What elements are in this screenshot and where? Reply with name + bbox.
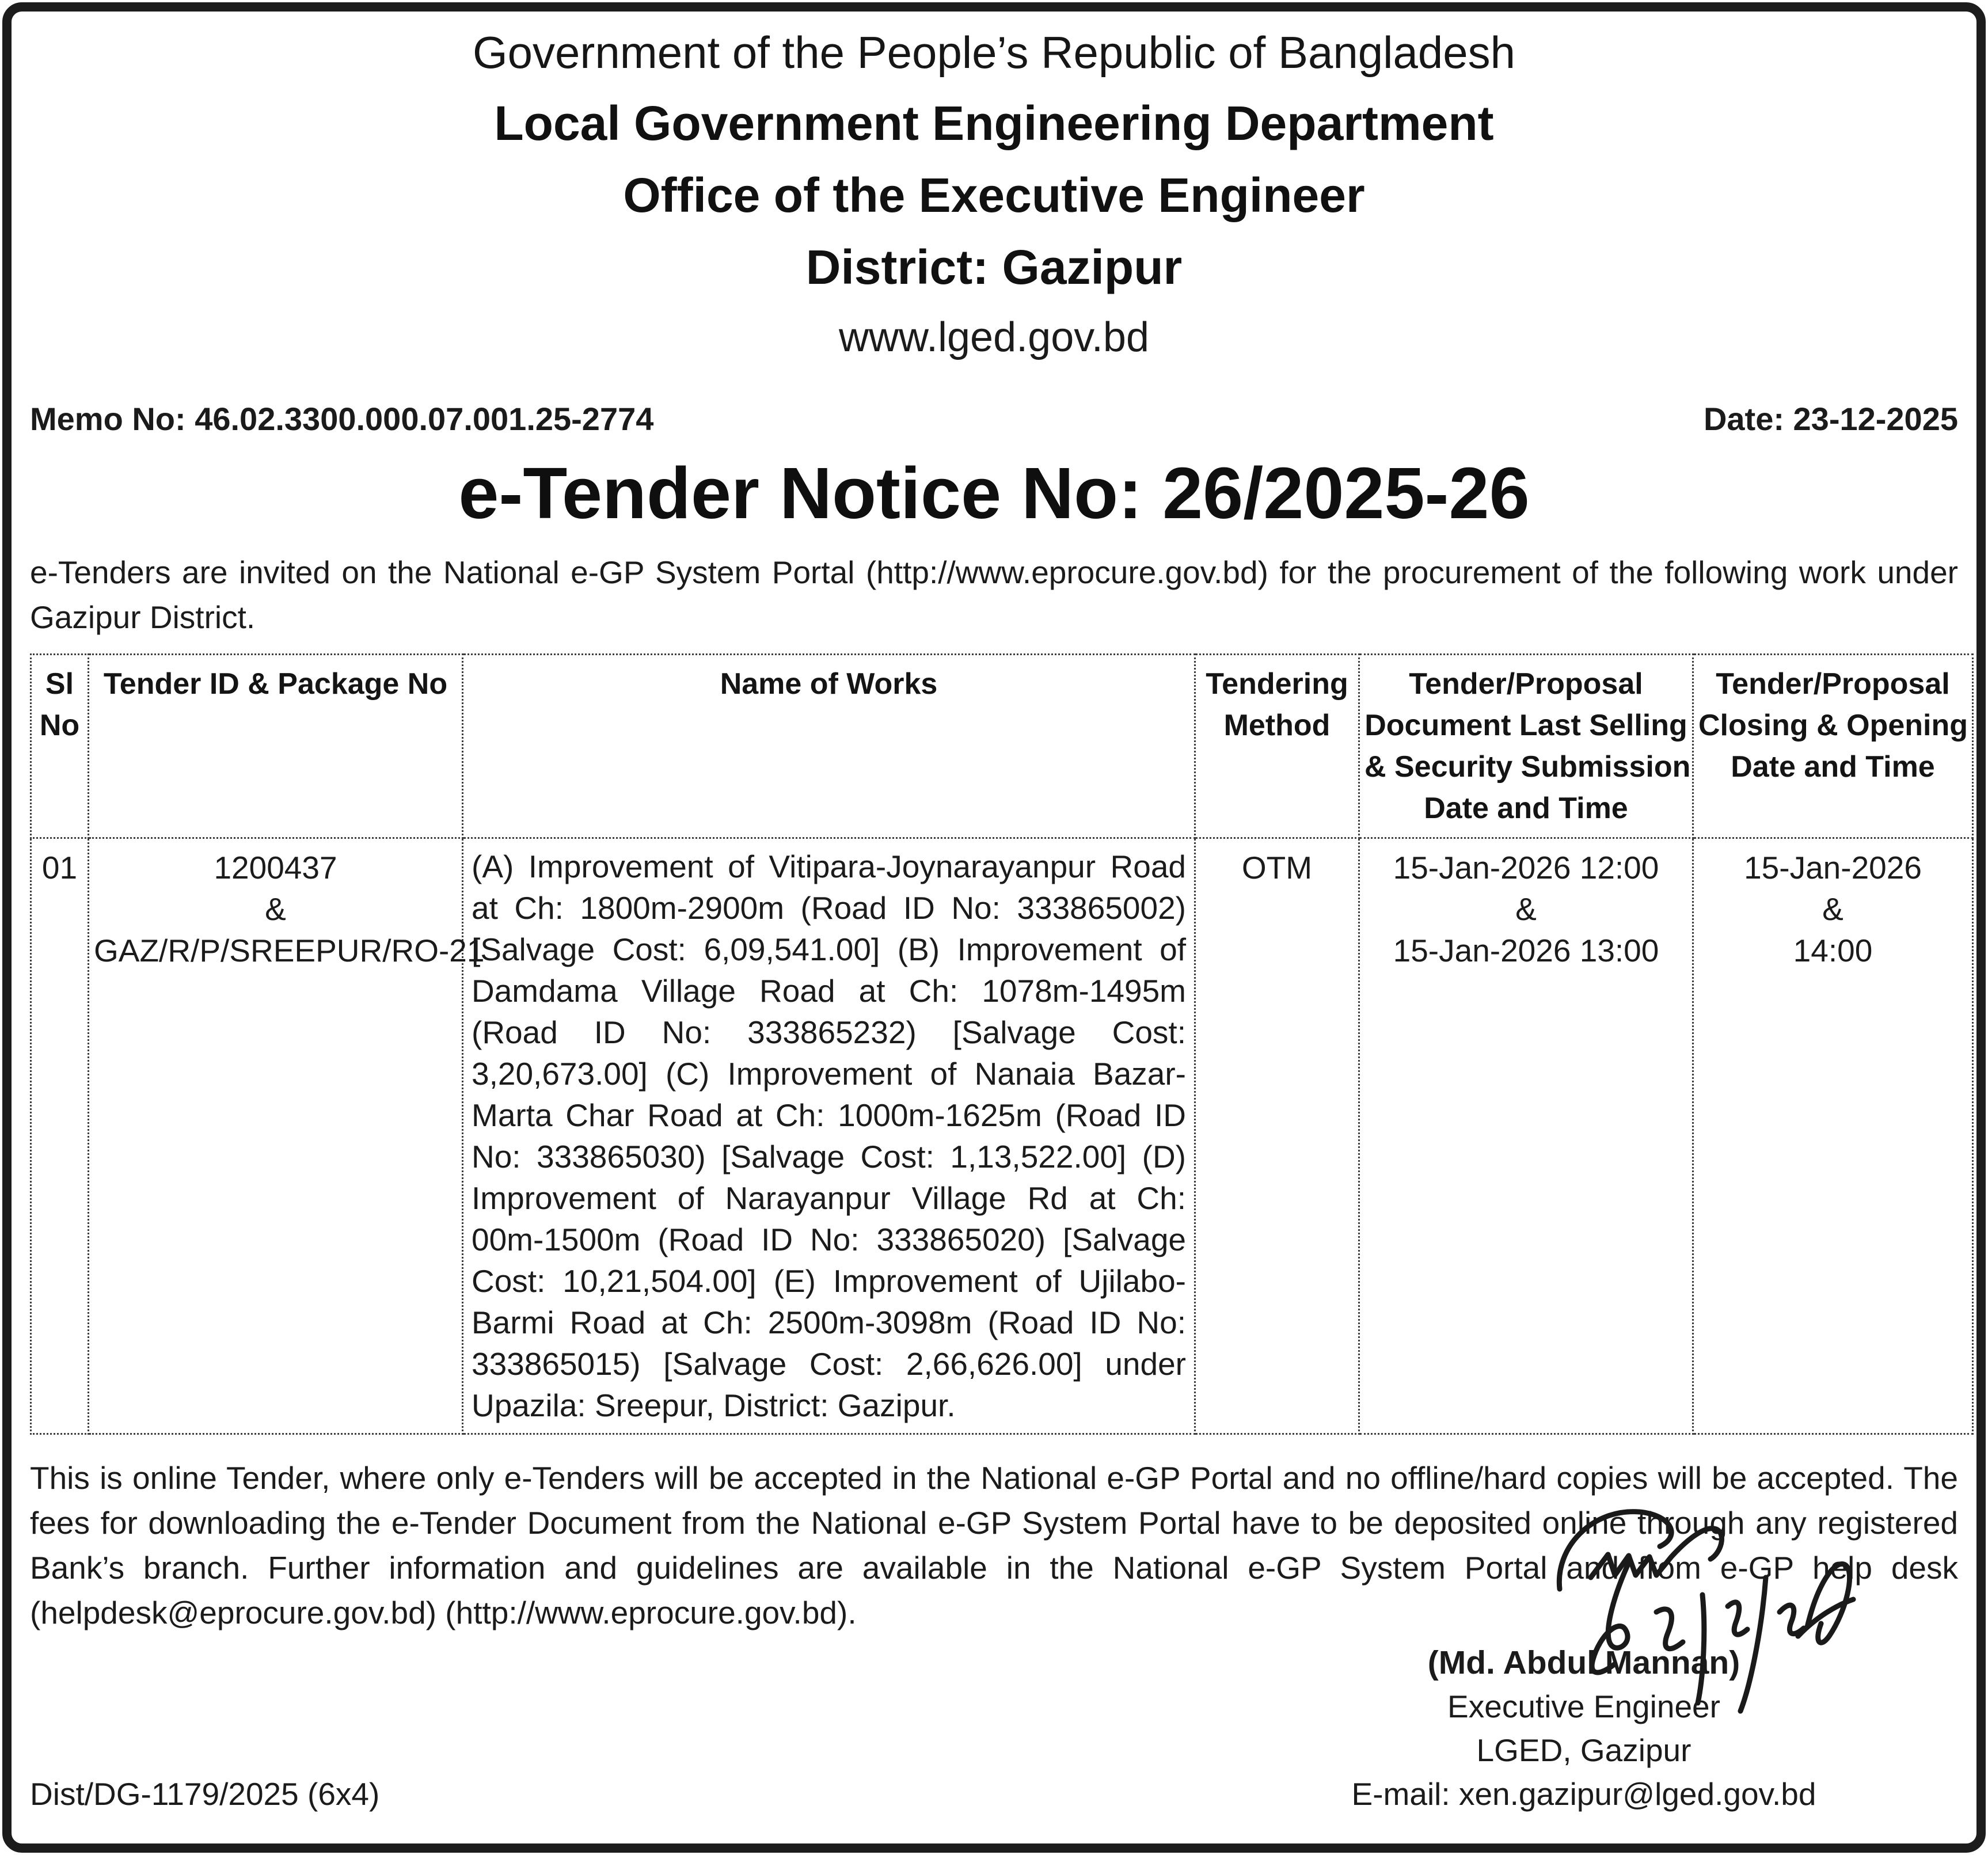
cell-tendering-method: OTM	[1195, 838, 1359, 1434]
cell-selling-date: 15-Jan-2026 12:00 & 15-Jan-2026 13:00	[1359, 838, 1693, 1434]
notice-title: e-Tender Notice No: 26/2025-26	[458, 453, 1530, 534]
government-title: Government of the People’s Republic of Bangladesh	[472, 27, 1516, 78]
tender-notice-document	[30, 17, 1968, 1838]
department-title: Local Government Engineering Department	[494, 96, 1494, 150]
col-header-sl-no: Sl No	[31, 655, 89, 838]
col-header-name-of-works: Name of Works	[463, 655, 1195, 838]
table-header-row	[31, 655, 1973, 838]
cell-closing-date: 15-Jan-2026 & 14:00	[1693, 838, 1973, 1434]
col-header-last-selling: Tender/Proposal Document Last Selling & Security Submission Date and Time	[1359, 655, 1693, 838]
signatory-title: Executive Engineer	[1447, 1689, 1720, 1724]
col-header-closing-opening: Tender/Proposal Closing & Opening Date and Time	[1693, 655, 1973, 838]
website-url: www.lged.gov.bd	[839, 314, 1149, 360]
table-row	[31, 838, 1973, 1434]
col-header-tender-id: Tender ID & Package No	[89, 655, 463, 838]
memo-number: Memo No: 46.02.3300.000.07.001.25-2774	[30, 401, 654, 437]
intro-paragraph: e-Tenders are invited on the National e-GP System Portal (http://www.eprocure.gov.bd) for the procurement of the following work under Gazipur District.	[30, 554, 1958, 635]
letterhead	[30, 17, 1958, 371]
cell-tender-id: 1200437 & GAZ/R/P/SREEPUR/RO-21	[89, 838, 463, 1434]
cell-name-of-works: (A) Improvement of Vitipara-Joynarayanpur Road at Ch: 1800m-2900m (Road ID No: 333865002) [Salvage Cost: 6,09,541.00] (B) Improvement of Damdama Village Road at Ch: 1078m-1495m (Road ID No: 333865232) [Salvage Cost: 3,20,673.00] (C) Improvement of Nanaia Bazar-Marta Char Road at Ch: 1000m-1625m (Road ID No: 333865030) [Salvage Cost: 1,13,522.00] (D) Improvement of Narayanpur Village Rd at Ch: 00m-1500m (Road ID No: 333865020) [Salvage Cost: 10,21,504.00] (E) Improvement of Ujilabo-Barmi Road at Ch: 2500m-3098m (Road ID No: 333865015) [Salvage Cost: 2,66,626.00] under Upazila: Sreepur, District: Gazipur.	[463, 838, 1195, 1434]
reference-number: Dist/DG-1179/2025 (6x4)	[30, 1776, 380, 1812]
signature-block	[1325, 1491, 1843, 1816]
district-line: District: Gazipur	[805, 240, 1183, 294]
signatory-name: (Md. Abdul Mannan)	[1427, 1644, 1740, 1681]
col-header-tendering-method: Tendering Method	[1195, 655, 1359, 838]
closing-paragraph: This is online Tender, where only e-Tenders will be accepted in the National e-GP Portal and no offline/hard copies will be accepted. The fees for downloading the e-Tender Document from the National e-GP System Portal have to be deposited online through any registered Bank’s branch. Further information and guidelines are available in the National e-GP System Portal and from e-GP help desk (helpdesk@eprocure.gov.bd) (http://www.eprocure.gov.bd).	[30, 1460, 1958, 1630]
office-title: Office of the Executive Engineer	[623, 168, 1365, 222]
tender-table	[30, 653, 1974, 1435]
memo-row	[30, 401, 1958, 437]
signatory-org: LGED, Gazipur	[1476, 1732, 1691, 1768]
signatory-email: E-mail: xen.gazipur@lged.gov.bd	[1351, 1776, 1816, 1812]
memo-date: Date: 23-12-2025	[1703, 401, 1958, 437]
cell-sl-no: 01	[31, 838, 89, 1434]
